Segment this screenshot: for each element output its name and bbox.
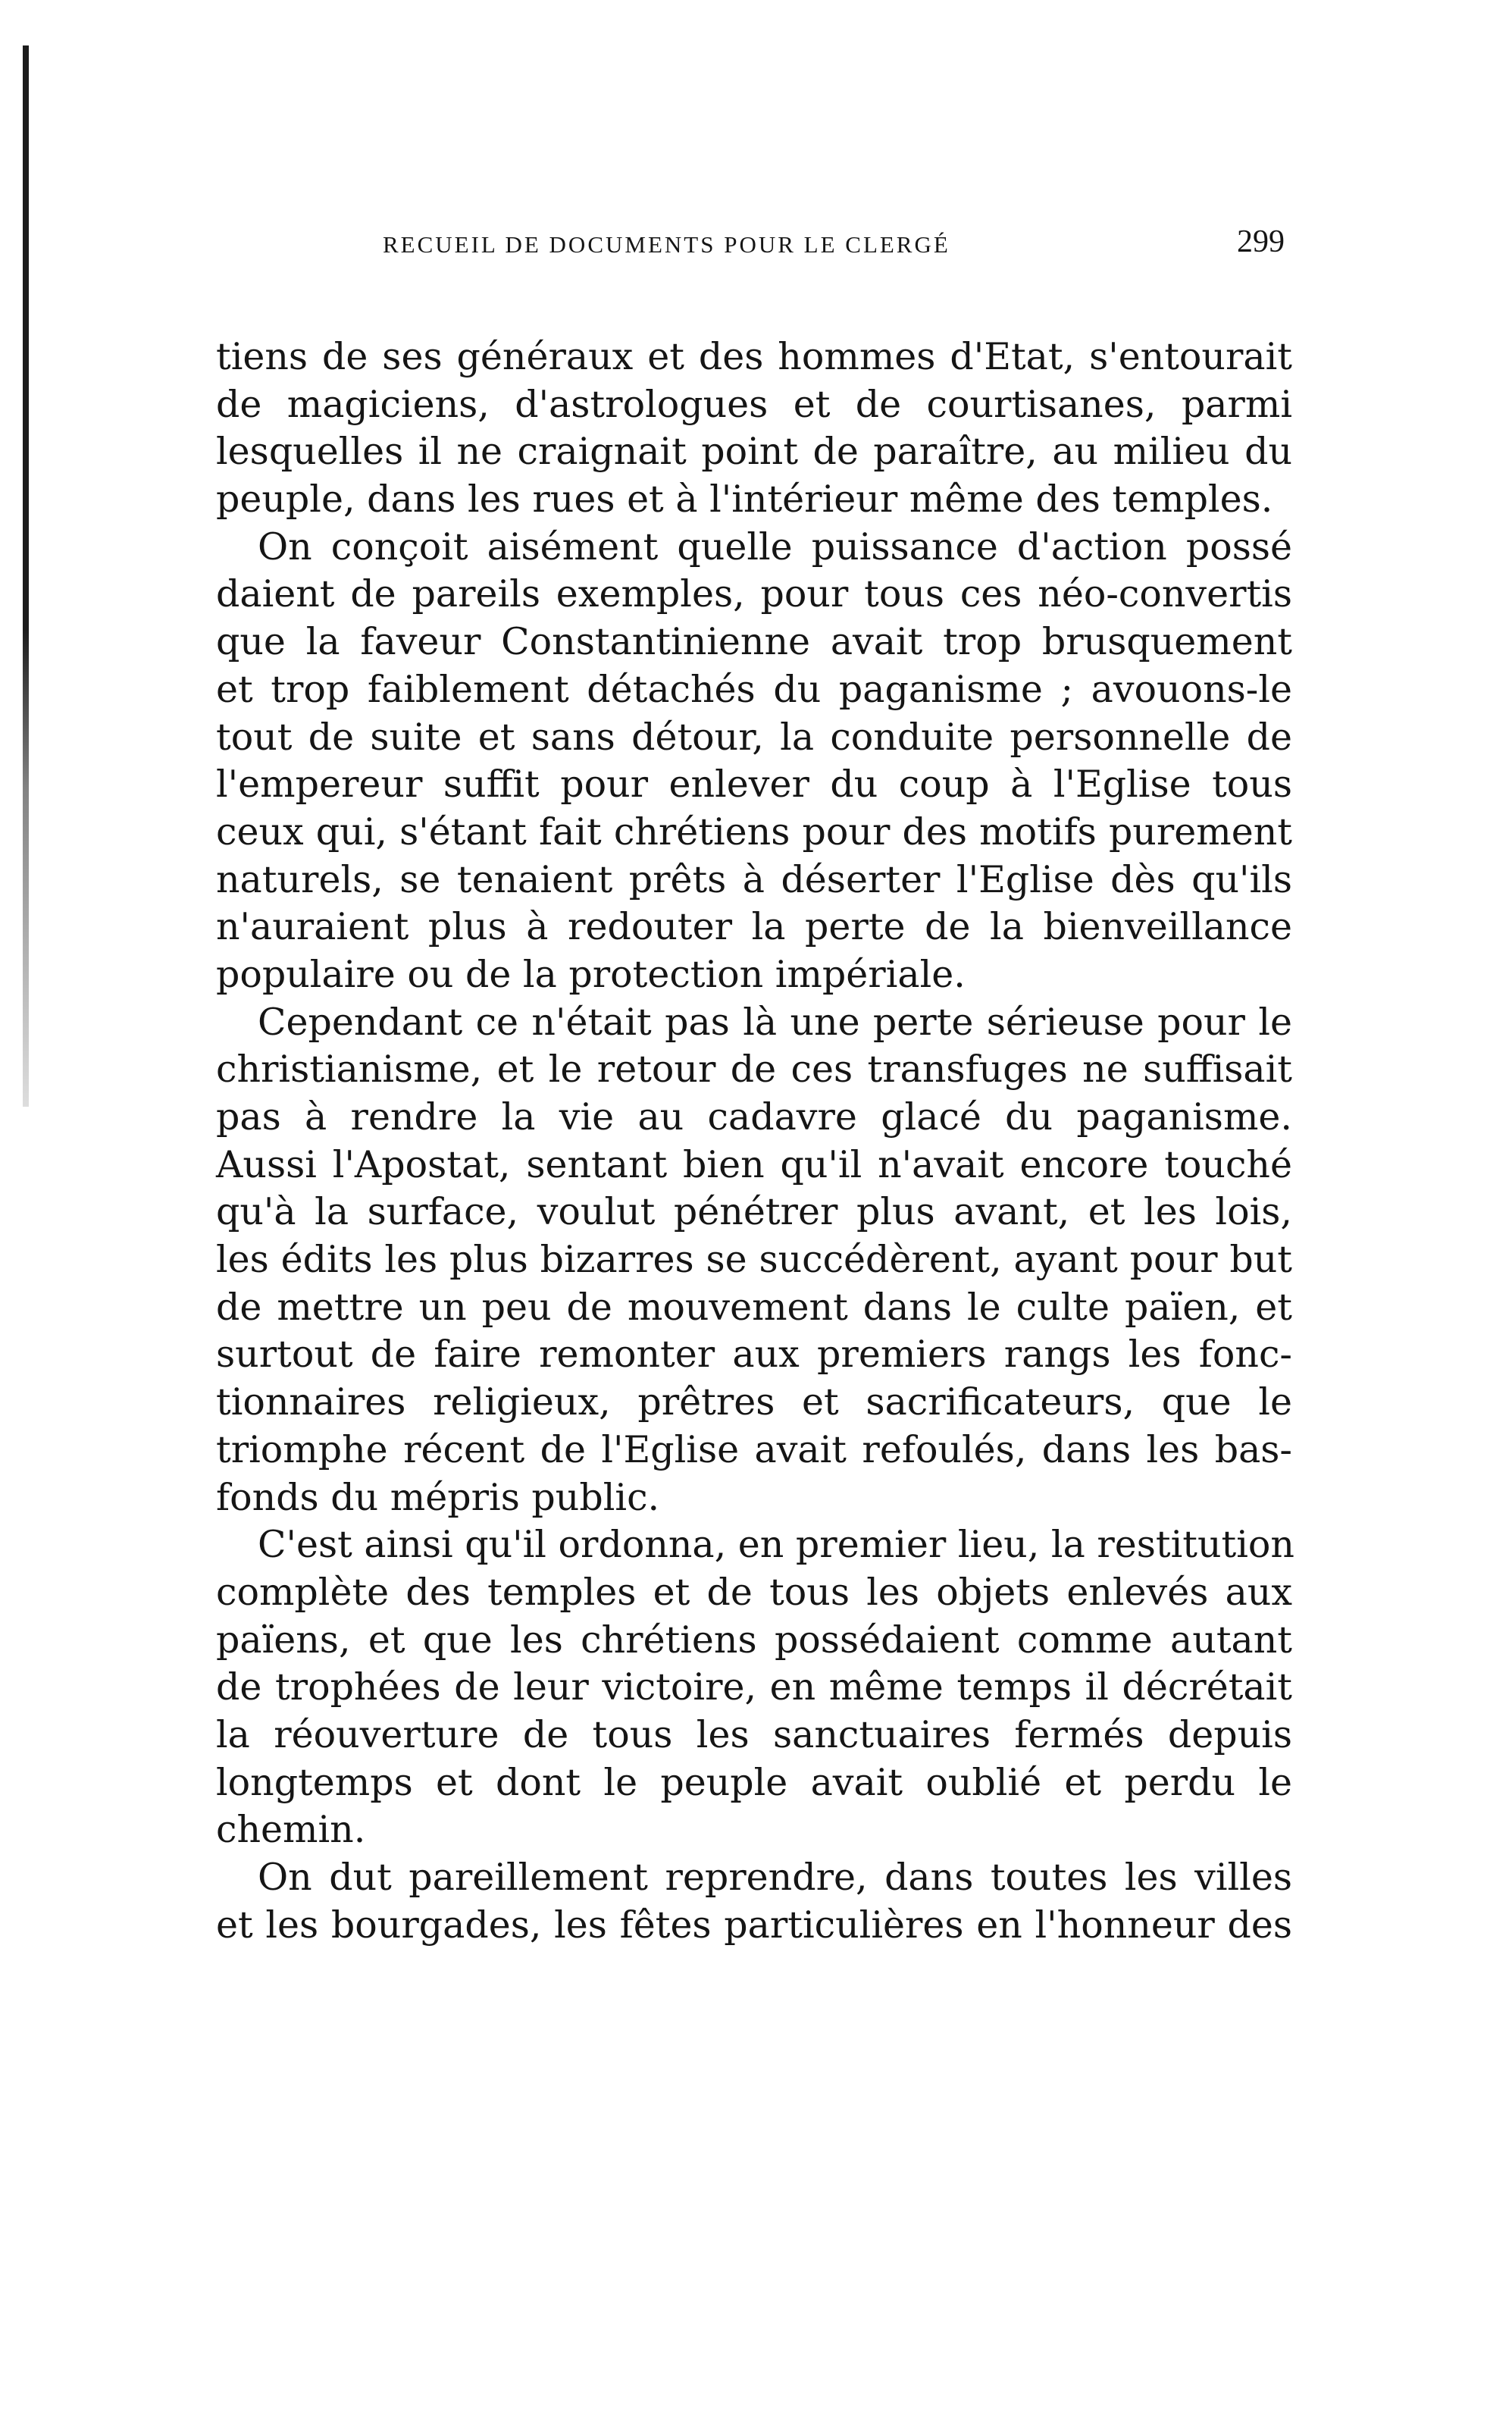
text-line: et trop faiblement détachés du paganisme ; avouons-le	[216, 667, 1292, 711]
text-line: et les bourgades, les fêtes particulières en l'honneur des	[216, 1903, 1292, 1947]
text-line: tout de suite et sans détour, la conduite personnelle de	[216, 715, 1292, 759]
text-line: On dut pareillement reprendre, dans toutes les villes	[258, 1856, 1292, 1899]
text-line: lesquelles il ne craignait point de paraître, au milieu du	[216, 430, 1292, 474]
text-line: la réouverture de tous les sanctuaires fermés depuis	[216, 1712, 1292, 1756]
binding-edge-shadow	[23, 45, 29, 1107]
text-line: populaire ou de la protection impériale.	[216, 952, 966, 996]
text-line: chemin.	[216, 1808, 366, 1852]
text-line: l'empereur suffit pour enlever du coup à l'Eglise tous	[216, 763, 1292, 807]
text-line: les édits les plus bizarres se succédèrent, ayant pour but	[216, 1238, 1292, 1282]
text-line: triomphe récent de l'Eglise avait refoulés, dans les bas-	[216, 1427, 1292, 1471]
text-line: de trophées de leur victoire, en même temps il décrétait	[216, 1665, 1292, 1709]
text-line: fonds du mépris public.	[216, 1475, 660, 1519]
text-line: qu'à la surface, voulut pénétrer plus avant, et les lois,	[216, 1190, 1292, 1234]
text-line: païens, et que les chrétiens possédaient comme autant	[216, 1618, 1292, 1662]
text-line: n'auraient plus à redouter la perte de la bienveillance	[216, 905, 1292, 949]
text-line: pas à rendre la vie au cadavre glacé du paganisme.	[216, 1095, 1292, 1139]
text-line: peuple, dans les rues et à l'intérieur même des temples.	[216, 478, 1273, 522]
body-text	[216, 334, 1292, 1949]
text-line: de mettre un peu de mouvement dans le culte païen, et	[216, 1285, 1292, 1329]
text-line: complète des temples et de tous les objets enlevés aux	[216, 1570, 1292, 1614]
text-line: naturels, se tenaient prêts à déserter l'Eglise dès qu'ils	[216, 857, 1292, 901]
text-line: que la faveur Constantinienne avait trop brusquement	[216, 620, 1292, 664]
text-line: tiens de ses généraux et des hommes d'Etat, s'entourait	[216, 335, 1292, 378]
page-number: 299	[1237, 224, 1285, 259]
text-line: de magiciens, d'astrologues et de courtisanes, parmi	[216, 382, 1292, 426]
text-line: daient de pareils exemples, pour tous ces néo-convertis	[216, 572, 1292, 616]
text-line: surtout de faire remonter aux premiers rangs les fonc-	[216, 1333, 1292, 1377]
running-title: RECUEIL DE DOCUMENTS POUR LE CLERGÉ	[383, 231, 950, 258]
text-line: Aussi l'Apostat, sentant bien qu'il n'avait encore touché	[216, 1142, 1292, 1186]
text-line: C'est ainsi qu'il ordonna, en premier lieu, la restitution	[258, 1523, 1294, 1567]
running-header	[383, 226, 1285, 264]
text-line: ceux qui, s'étant fait chrétiens pour des motifs purement	[216, 810, 1292, 854]
text-line: tionnaires religieux, prêtres et sacrificateurs, que le	[216, 1380, 1292, 1424]
text-line: On conçoit aisément quelle puissance d'action possé	[258, 525, 1292, 569]
text-line: Cependant ce n'était pas là une perte sérieuse pour le	[258, 1000, 1292, 1044]
text-line: longtemps et dont le peuple avait oublié et perdu le	[216, 1760, 1292, 1804]
text-line: christianisme, et le retour de ces transfuges ne suffisait	[216, 1048, 1292, 1092]
